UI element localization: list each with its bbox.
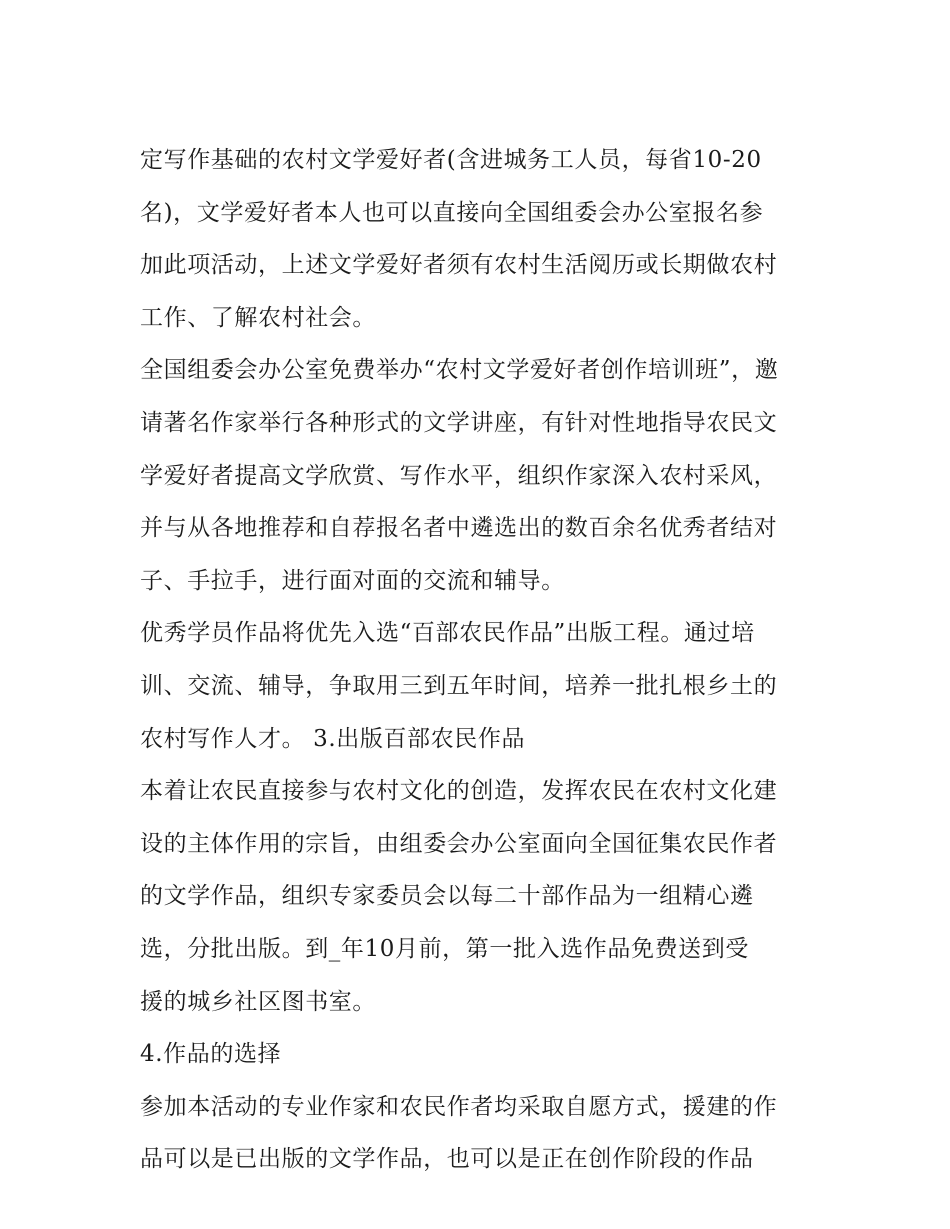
text-line: 本着让农民直接参与农村文化的创造，发挥农民在农村文化建 bbox=[140, 778, 778, 805]
text-line: 援的城乡社区图书室。 bbox=[140, 988, 376, 1015]
text-line: 农村写作人才。 3.出版百部农民作品 bbox=[140, 725, 526, 752]
text-line: 品可以是已出版的文学作品，也可以是正在创作阶段的作品 bbox=[140, 1146, 754, 1173]
text-line: 参加本活动的专业作家和农民作者均采取自愿方式，援建的作 bbox=[140, 1093, 778, 1120]
text-line: 子、手拉手，进行面对面的交流和辅导。 bbox=[140, 567, 565, 594]
text-line: 训、交流、辅导，争取用三到五年时间，培养一批扎根乡土的 bbox=[140, 672, 778, 699]
text-line: 请著名作家举行各种形式的文学讲座，有针对性地指导农民文 bbox=[140, 409, 778, 436]
text-line: 学爱好者提高文学欣赏、写作水平，组织作家深入农村采风， bbox=[140, 462, 778, 489]
text-line: 定写作基础的农村文学爱好者(含进城务工人员，每省10-20 bbox=[140, 147, 762, 173]
text-line: 设的主体作用的宗旨，由组委会办公室面向全国征集农民作者 bbox=[140, 830, 778, 857]
text-line: 名)，文学爱好者本人也可以直接向全国组委会办公室报名参 bbox=[140, 199, 764, 226]
text-line: 优秀学员作品将优先入选“百部农民作品”出版工程。通过培 bbox=[140, 620, 755, 647]
text-line: 全国组委会办公室免费举办“农村文学爱好者创作培训班”，邀 bbox=[140, 357, 779, 384]
text-line: 4.作品的选择 bbox=[140, 1041, 282, 1068]
text-line: 加此项活动，上述文学爱好者须有农村生活阅历或长期做农村 bbox=[140, 252, 778, 279]
text-line: 的文学作品，组织专家委员会以每二十部作品为一组精心遴 bbox=[140, 883, 754, 910]
text-line: 选，分批出版。到_年10月前，第一批入选作品免费送到受 bbox=[140, 935, 749, 962]
text-line: 并与从各地推荐和自荐报名者中遴选出的数百余名优秀者结对 bbox=[140, 515, 778, 542]
text-line: 工作、了解农村社会。 bbox=[140, 304, 376, 331]
document-body bbox=[140, 134, 820, 1186]
